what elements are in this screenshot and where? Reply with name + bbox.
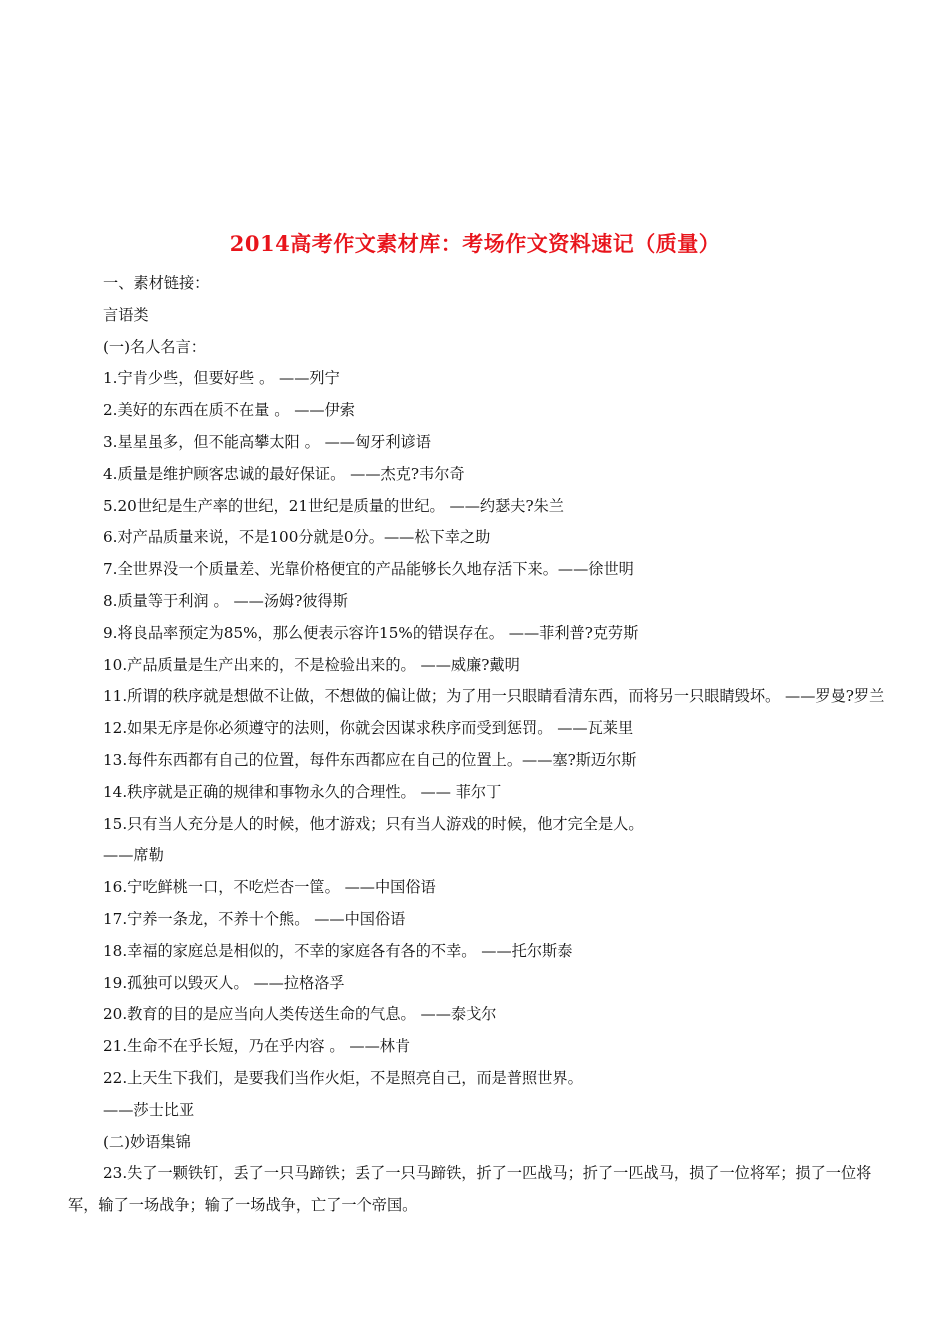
quote-item: 22.上天生下我们，是要我们当作火炬，不是照亮自己，而是普照世界。 — [103, 1068, 583, 1087]
quote-item: 12.如果无序是你必须遵守的法则，你就会因谋求秩序而受到惩罚。 ——瓦莱里 — [103, 719, 634, 738]
quote-item: 18.幸福的家庭总是相似的，不幸的家庭各有各的不幸。 ——托尔斯泰 — [103, 941, 573, 960]
subsection-heading: (二)妙语集锦 — [103, 1132, 191, 1151]
document-body — [68, 268, 890, 1222]
quote-item: 11.所谓的秩序就是想做不让做，不想做的偏让做；为了用一只眼睛看清东西，而将另一只眼睛毁坏。 ——罗曼?罗兰 — [103, 687, 885, 706]
quote-item: 9.将良品率预定为85%，那么便表示容许15%的错误存在。 ——菲利普?克劳斯 — [103, 623, 639, 642]
quote-item: 19.孤独可以毁灭人。 ——拉格洛孚 — [103, 973, 345, 992]
quote-attribution: ——莎士比亚 — [103, 1100, 195, 1119]
quote-item: 1.宁肯少些，但要好些 。 ——列宁 — [103, 369, 340, 388]
quote-item: 2.美好的东西在质不在量 。 ——伊索 — [103, 401, 355, 420]
quote-item: 3.星星虽多，但不能高攀太阳 。 ——匈牙利谚语 — [103, 432, 431, 451]
quote-item: 21.生命不在乎长短，乃在乎内容 。 ——林肯 — [103, 1037, 411, 1056]
quote-attribution: ——席勒 — [103, 846, 164, 865]
section-heading: 一、素材链接： — [103, 274, 210, 292]
quote-item: 14.秩序就是正确的规律和事物永久的合理性。 —— 菲尔丁 — [103, 782, 502, 801]
quote-item: 15.只有当人充分是人的时候，他才游戏；只有当人游戏的时候，他才完全是人。 — [103, 814, 644, 833]
quote-item: 5.20世纪是生产率的世纪，21世纪是质量的世纪。 ——约瑟夫?朱兰 — [103, 496, 564, 515]
quote-item: 13.每件东西都有自己的位置，每件东西都应在自己的位置上。——塞?斯迈尔斯 — [103, 750, 637, 769]
quote-item: 20.教育的目的是应当向人类传送生命的气息。 ——泰戈尔 — [103, 1005, 497, 1024]
quote-item: 10.产品质量是生产出来的，不是检验出来的。 ——威廉?戴明 — [103, 655, 520, 674]
quote-item: 6.对产品质量来说，不是100分就是0分。——松下幸之助 — [103, 528, 491, 547]
subsection-heading: (一)名人名言： — [103, 337, 206, 356]
quote-item: 7.全世界没一个质量差、光靠价格便宜的产品能够长久地存活下来。——徐世明 — [103, 560, 634, 579]
document-title: 2014高考作文素材库：考场作文资料速记（质量） — [229, 231, 721, 256]
category-heading: 言语类 — [103, 305, 149, 324]
quote-item: 23.失了一颗铁钉，丢了一只马蹄铁；丢了一只马蹄铁，折了一匹战马；折了一匹战马，损了一位将军；损了一位将军，输了一场战争；输了一场战争，亡了一个帝国。 — [68, 1164, 872, 1215]
quote-item: 17.宁养一条龙，不养十个熊。 ——中国俗语 — [103, 909, 406, 928]
quote-item: 4.质量是维护顾客忠诚的最好保证。 ——杰克?韦尔奇 — [103, 464, 465, 483]
quote-item: 8.质量等于利润 。 ——汤姆?彼得斯 — [103, 591, 348, 610]
quote-item: 16.宁吃鲜桃一口，不吃烂杏一筐。 ——中国俗语 — [103, 878, 436, 897]
